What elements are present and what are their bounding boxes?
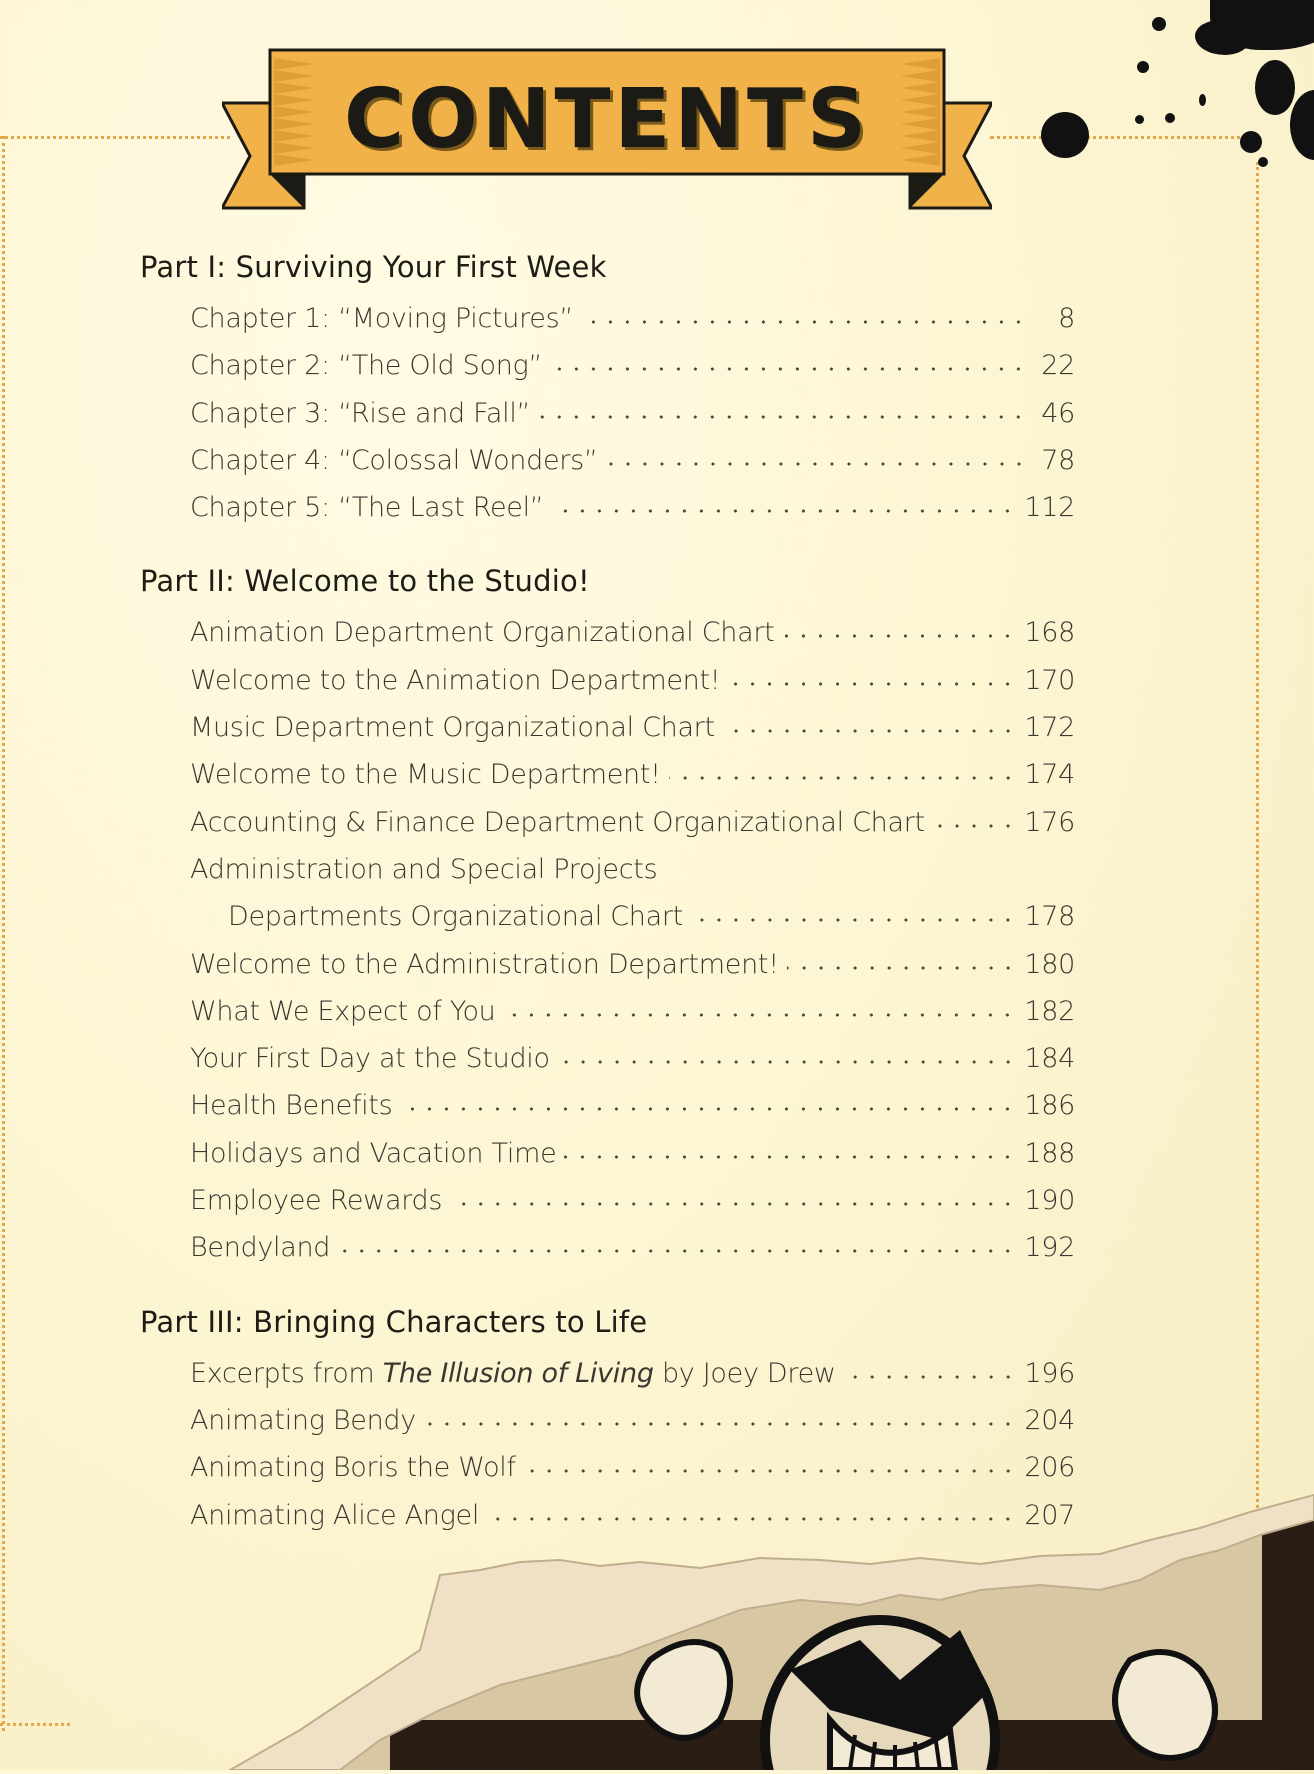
page-border-top-left	[0, 136, 230, 139]
dot-leader	[787, 965, 1017, 971]
entry-label: Animating Alice Angel	[190, 1499, 480, 1531]
banner-title: CONTENTS	[343, 71, 871, 167]
entry-label: Welcome to the Music Department!	[190, 759, 661, 791]
entry-label: Welcome to the Animation Department!	[190, 664, 721, 696]
entry-label: Accounting & Finance Department Organizational Chart	[190, 806, 925, 838]
entry-page: 178	[1024, 901, 1075, 933]
torn-paper-illustration	[0, 1480, 1314, 1770]
entry-page: 188	[1024, 1137, 1075, 1169]
entry-page: 190	[1024, 1185, 1075, 1217]
dot-leader	[538, 414, 1027, 420]
entry-label: Chapter 5: “The Last Reel”	[190, 492, 544, 524]
dot-leader	[669, 775, 1017, 781]
toc-entry[interactable]	[190, 665, 1075, 712]
dot-leader	[723, 728, 1017, 734]
dot-leader	[524, 1468, 1017, 1474]
entry-page: 186	[1024, 1090, 1075, 1122]
entry-page: 196	[1024, 1357, 1075, 1389]
toc-entry[interactable]	[190, 1185, 1075, 1232]
entry-label: Excerpts from The Illusion of Living by Joey Drew	[190, 1357, 836, 1389]
page-border-right	[1256, 162, 1259, 1532]
entry-page: 176	[1024, 806, 1075, 838]
toc-entry[interactable]	[190, 712, 1075, 759]
entry-label: Departments Organizational Chart	[228, 901, 683, 933]
entry-page: 182	[1024, 995, 1075, 1027]
entry-page: 207	[1024, 1499, 1075, 1531]
entry-label: Chapter 2: “The Old Song”	[190, 350, 543, 382]
cartoon-character-icon	[0, 1480, 1314, 1770]
entry-label: Holidays and Vacation Time	[190, 1137, 557, 1169]
entry-label: Chapter 3: “Rise and Fall”	[190, 397, 531, 429]
toc-entry[interactable]	[190, 807, 1075, 854]
toc-entry[interactable]	[190, 901, 1075, 948]
toc-entry[interactable]	[190, 492, 1075, 539]
entry-label: Health Benefits	[190, 1090, 393, 1122]
toc-entry[interactable]	[190, 1090, 1075, 1137]
entry-label: Animating Bendy	[190, 1404, 416, 1436]
entry-label: Chapter 4: “Colossal Wonders”	[190, 444, 598, 476]
part-entries	[190, 617, 1075, 1279]
entry-label: Your First Day at the Studio	[190, 1043, 550, 1075]
entry-label: What We Expect of You	[190, 995, 496, 1027]
entry-label: Welcome to the Administration Department!	[190, 948, 779, 980]
dot-leader	[400, 1106, 1016, 1112]
part-entries	[190, 303, 1075, 539]
entry-page: 180	[1024, 948, 1075, 980]
entry-page: 170	[1024, 664, 1075, 696]
entry-label: Animating Boris the Wolf	[190, 1452, 516, 1484]
entry-page: 22	[1041, 350, 1075, 382]
toc-entry[interactable]	[190, 350, 1075, 397]
dot-leader	[691, 917, 1016, 923]
dot-leader	[933, 823, 1017, 829]
dot-leader	[338, 1248, 1016, 1254]
toc-entry[interactable]	[190, 1358, 1075, 1405]
toc-entry[interactable]	[190, 398, 1075, 445]
entry-page: 168	[1024, 617, 1075, 649]
entry-page: 184	[1024, 1043, 1075, 1075]
entry-label: Bendyland	[190, 1232, 331, 1264]
entry-page: 174	[1024, 759, 1075, 791]
entry-label: Chapter 1: “Moving Pictures”	[190, 303, 574, 334]
dot-leader	[503, 1012, 1016, 1018]
toc-entry[interactable]	[190, 445, 1075, 492]
entry-page: 112	[1024, 492, 1075, 524]
toc-entry[interactable]	[190, 1138, 1075, 1185]
dot-leader	[728, 681, 1016, 687]
entry-label: Employee Rewards	[190, 1185, 443, 1217]
dot-leader	[424, 1421, 1016, 1427]
toc-entry-continued[interactable]	[190, 854, 1075, 901]
dot-leader	[782, 633, 1016, 639]
entry-label: Music Department Organizational Chart	[190, 712, 715, 744]
dot-leader	[550, 366, 1027, 372]
dot-leader	[581, 319, 1027, 325]
entry-page: 204	[1024, 1404, 1075, 1436]
dot-leader	[551, 508, 1016, 514]
part-heading: Part II: Welcome to the Studio!	[140, 564, 590, 599]
part-heading: Part III: Bringing Characters to Life	[140, 1304, 648, 1339]
entry-label: Animation Department Organizational Chart	[190, 617, 775, 649]
toc-entry[interactable]	[190, 949, 1075, 996]
entry-label: Administration and Special Projects	[190, 853, 658, 885]
toc-entry[interactable]	[190, 996, 1075, 1043]
contents-banner	[222, 46, 992, 211]
toc-entry[interactable]	[190, 1232, 1075, 1279]
dot-leader	[844, 1374, 1017, 1380]
book-title: The Illusion of Living	[382, 1357, 654, 1389]
table-of-contents	[140, 245, 1075, 1567]
entry-page: 8	[1058, 303, 1075, 334]
page-border-top-right	[990, 136, 1260, 139]
entry-page: 78	[1041, 444, 1075, 476]
dot-leader	[606, 461, 1027, 467]
entry-page: 192	[1024, 1232, 1075, 1264]
dot-leader	[558, 1059, 1017, 1065]
toc-entry[interactable]	[190, 1405, 1075, 1452]
entry-page: 206	[1024, 1452, 1075, 1484]
toc-entry[interactable]	[190, 759, 1075, 806]
toc-entry[interactable]	[190, 1043, 1075, 1090]
part-heading: Part I: Surviving Your First Week	[140, 250, 607, 284]
toc-entry[interactable]	[190, 303, 1075, 350]
dot-leader	[564, 1154, 1016, 1160]
entry-page: 172	[1024, 712, 1075, 744]
toc-entry[interactable]	[190, 617, 1075, 664]
entry-page: 46	[1041, 397, 1075, 429]
dot-leader	[450, 1201, 1016, 1207]
